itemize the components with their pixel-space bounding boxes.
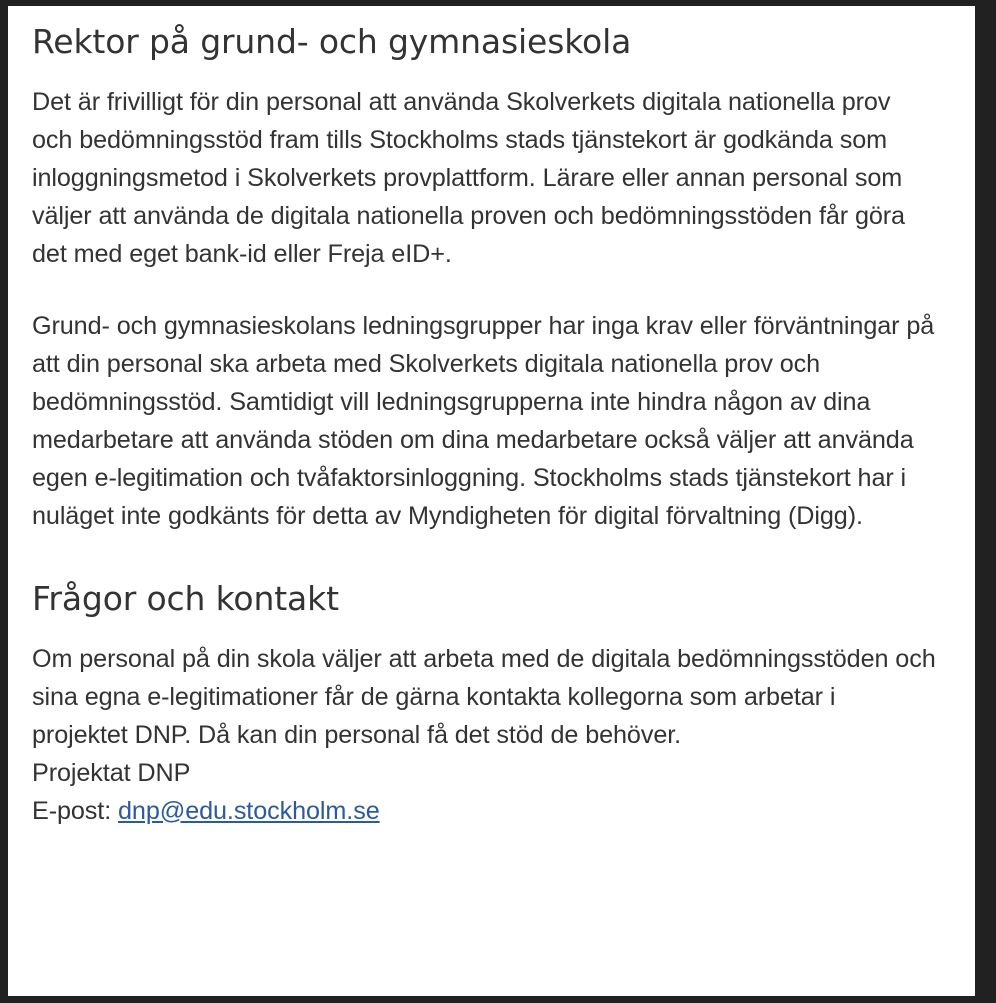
page-title: Rektor på grund- och gymnasieskola [32, 22, 632, 61]
paragraph-contact-colleagues: Om personal på din skola väljer att arbeta med de digitala bedömningsstöden och sina egna e-legitimationer får de gärna kontakta kollegorna som arbetar i projektet DNP. Då kan din personal få det stöd de behöver. [32, 644, 936, 749]
paragraph-voluntary-use: Det är frivilligt för din personal att använda Skolverkets digitala nationella prov och bedömningsstöd fram tills Stockholms stads tjänstekort är godkända som inloggningsmetod i Skolverkets provplattform. Lärare eller annan personal som väljer att använda de digitala nationella proven och bedömningsstöden får göra det med eget bank-id eller Freja eID+. [32, 88, 905, 269]
contact-email-label: E-post: [32, 796, 112, 825]
article-content [8, 6, 975, 830]
page-surface [8, 6, 975, 996]
contact-project-name: Projektat DNP [32, 758, 191, 787]
section-heading-questions-and-contact: Frågor och kontakt [32, 579, 339, 619]
paragraph-management-expectations: Grund- och gymnasieskolans ledningsgrupper har inga krav eller förväntningar på att din personal ska arbeta med Skolverkets digitala nationella prov och bedömningsstöd. Samtidigt vill ledningsgrupperna inte hindra någon av dina medarbetare att använda stöden om dina medarbetare också väljer att använda egen e-legitimation och tvåfaktorsinloggning. Stockholms stads tjänstekort har i nuläget inte godkänts för detta av Myndigheten för digital förvaltning (Digg). [32, 312, 935, 531]
contact-details [32, 754, 951, 830]
contact-email-link[interactable]: dnp@edu.stockholm.se [118, 796, 380, 825]
